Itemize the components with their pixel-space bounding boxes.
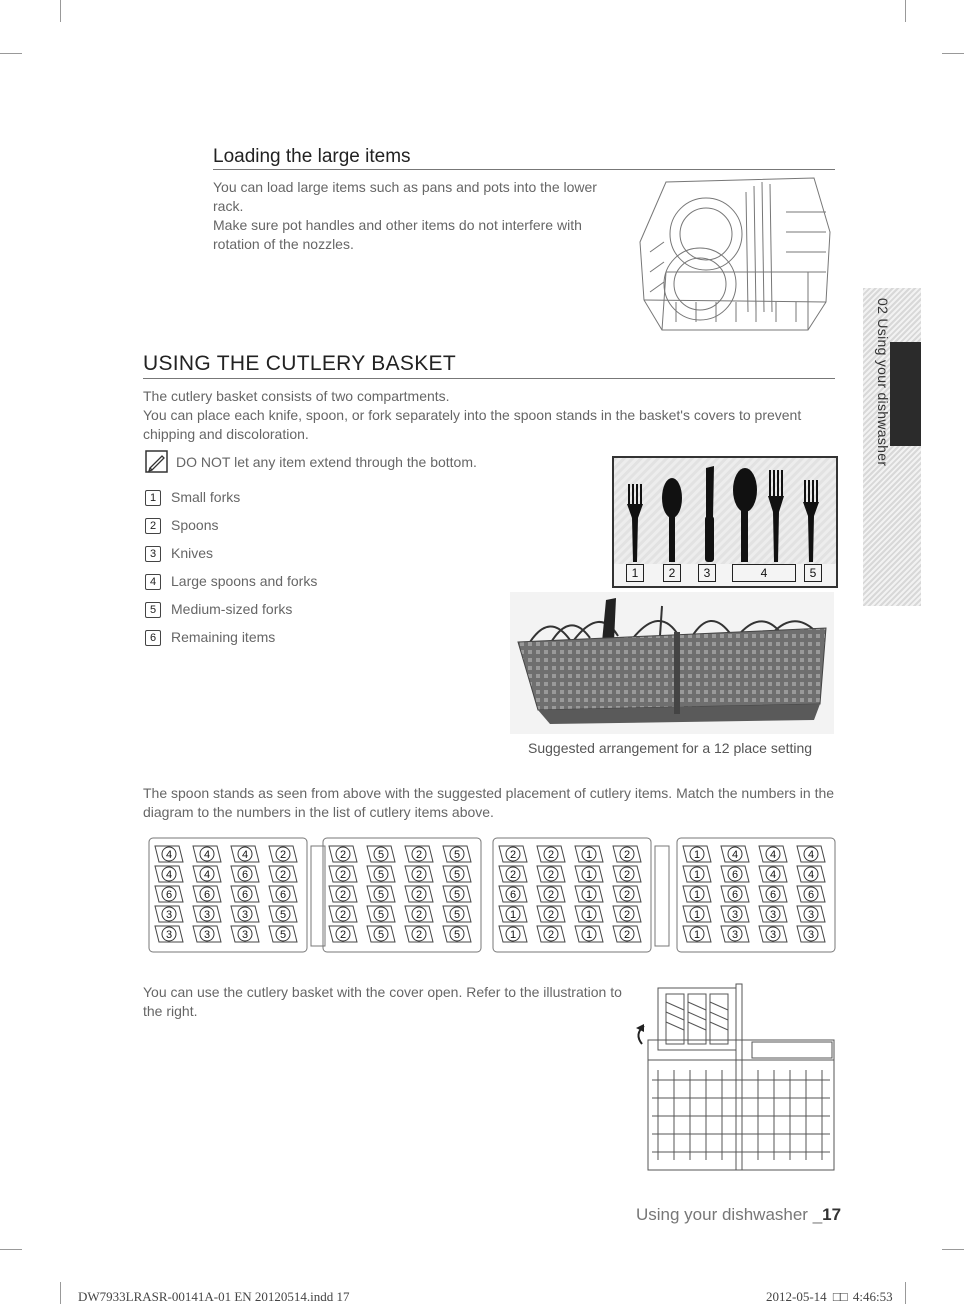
slot-number: 2 (547, 849, 555, 861)
chapter-tab-marker (890, 342, 921, 446)
slot-number: 3 (165, 929, 173, 941)
slot-number: 6 (731, 869, 739, 881)
dish-rack-illustration (636, 172, 834, 334)
list-item (145, 516, 218, 534)
cover-open-text: You can use the cutlery basket with the cover open. Refer to the illustration to the right. (143, 984, 622, 1019)
page-footer (636, 1205, 841, 1225)
basket-drawing (510, 592, 834, 734)
list-label: Spoons (171, 517, 219, 533)
slot-number: 2 (279, 849, 287, 861)
slot-number: 4 (203, 849, 211, 861)
slot-number: 1 (693, 889, 701, 901)
photo-caption: Suggested arrangement for a 12 place setting (528, 740, 813, 756)
slot-number: 2 (339, 849, 347, 861)
chapter-side-tab (863, 288, 921, 606)
list-label: Knives (171, 545, 214, 561)
slot-number: 3 (807, 929, 815, 941)
slot-number: 1 (585, 889, 593, 901)
slot-number: 4 (241, 849, 249, 861)
list-item (145, 628, 275, 646)
slot-number: 2 (339, 889, 347, 901)
print-date: 2012-05-14 (766, 1289, 827, 1304)
footer-section: Using your dishwasher _ (636, 1205, 823, 1224)
print-time: 4:46:53 (852, 1289, 893, 1304)
slot-number: 3 (769, 929, 777, 941)
list-item (145, 572, 317, 590)
slot-number: 2 (415, 929, 423, 941)
crop-mark (905, 1282, 906, 1304)
slot-number: 4 (769, 849, 777, 861)
slot-number: 6 (241, 869, 249, 881)
slot-number: 1 (585, 869, 593, 881)
slot-number: 4 (807, 869, 815, 881)
slot-number: 2 (415, 909, 423, 921)
slot-number: 4 (807, 849, 815, 861)
slot-number: 6 (807, 889, 815, 901)
slot-number: 6 (731, 889, 739, 901)
utensil-label: 5 (804, 564, 822, 582)
slot-number: 3 (807, 909, 815, 921)
slot-number: 1 (693, 869, 701, 881)
list-label: Large spoons and forks (171, 573, 318, 589)
list-label: Remaining items (171, 629, 276, 645)
slot-number: 5 (453, 929, 461, 941)
print-date-info: 2012-05-14 □□ 4:46:53 (766, 1289, 893, 1304)
cutlery-para-1: The cutlery basket consists of two compartments. (143, 388, 450, 404)
slot-number: 3 (203, 909, 211, 921)
slot-number: 4 (165, 869, 173, 881)
cutlery-basket-photo (510, 592, 834, 734)
slot-number: 6 (165, 889, 173, 901)
slot-number: 1 (585, 849, 593, 861)
slot-number: 1 (693, 849, 701, 861)
slot-number: 2 (415, 889, 423, 901)
list-item (145, 488, 240, 506)
open-cover-basket-illustration (622, 980, 836, 1172)
list-number: 1 (145, 490, 161, 506)
list-number: 2 (145, 518, 161, 534)
note-text: DO NOT let any item extend through the bottom. (176, 454, 477, 470)
slot-number: 5 (453, 869, 461, 881)
slot-number: 1 (509, 929, 517, 941)
crop-mark (0, 1249, 22, 1250)
slot-number: 2 (623, 929, 631, 941)
slot-number: 3 (731, 929, 739, 941)
basket-divider (655, 846, 669, 946)
list-label: Medium-sized forks (171, 601, 293, 617)
footer-page-number: 17 (822, 1205, 842, 1224)
slot-number: 3 (769, 909, 777, 921)
slot-number: 1 (585, 929, 593, 941)
slot-number: 2 (279, 869, 287, 881)
list-item (145, 600, 292, 618)
slot-number: 3 (731, 909, 739, 921)
slot-number: 2 (623, 889, 631, 901)
slot-number: 5 (453, 909, 461, 921)
slot-number: 2 (339, 909, 347, 921)
crop-mark (60, 0, 61, 22)
slot-number: 2 (623, 909, 631, 921)
note-icon (145, 450, 169, 474)
slot-number: 5 (279, 909, 287, 921)
utensil-label: 2 (663, 564, 681, 582)
slot-number: 1 (585, 909, 593, 921)
slot-number: 2 (509, 869, 517, 881)
slot-number: 4 (731, 849, 739, 861)
slot-number: 6 (509, 889, 517, 901)
slot-number: 4 (165, 849, 173, 861)
large-items-title: Loading the large items (213, 146, 411, 167)
slot-number: 6 (203, 889, 211, 901)
crop-mark (942, 1249, 964, 1250)
list-number: 6 (145, 630, 161, 646)
slot-number: 5 (377, 909, 385, 921)
slot-number: 5 (377, 889, 385, 901)
slot-number: 2 (415, 869, 423, 881)
spoon-stands-text: The spoon stands as seen from above with the suggested placement of cutlery items. Match the numbers in the diagram to the numbers in the list of cutlery items above. (143, 785, 835, 820)
slot-number: 2 (547, 909, 555, 921)
print-file-info: DW7933LRASR-00141A-01 EN 20120514.indd 17 (78, 1289, 350, 1304)
utensil-label: 1 (626, 564, 644, 582)
slot-number: 6 (241, 889, 249, 901)
slot-number: 1 (693, 929, 701, 941)
slot-number: 5 (279, 929, 287, 941)
title-rule (213, 169, 835, 170)
slot-number: 3 (165, 909, 173, 921)
cutlery-para-2: You can place each knife, spoon, or fork separately into the spoon stands in the basket's covers to prevent chipping and discoloration. (143, 407, 802, 442)
slot-number: 3 (203, 929, 211, 941)
utensils-drawing (614, 458, 836, 586)
slot-number: 5 (377, 929, 385, 941)
slot-number: 2 (623, 849, 631, 861)
slot-number: 2 (415, 849, 423, 861)
slot-number: 2 (509, 849, 517, 861)
large-items-para-1: You can load large items such as pans and pots into the lower rack. (213, 179, 597, 214)
slot-number: 5 (453, 889, 461, 901)
slot-number: 2 (623, 869, 631, 881)
spoon-stands-diagram (143, 832, 837, 956)
list-item (145, 544, 213, 562)
crop-mark (60, 1282, 61, 1304)
utensil-label: 4 (732, 564, 796, 582)
list-label: Small forks (171, 489, 241, 505)
cutlery-section-title: USING THE CUTLERY BASKET (143, 352, 456, 375)
section-rule (143, 378, 835, 379)
slot-number: 5 (377, 869, 385, 881)
crop-mark (0, 53, 22, 54)
slot-number: 4 (769, 869, 777, 881)
utensils-figure (612, 456, 838, 588)
slot-number: 2 (339, 929, 347, 941)
list-number: 5 (145, 602, 161, 618)
list-number: 4 (145, 574, 161, 590)
slot-number: 2 (547, 869, 555, 881)
large-items-para-2: Make sure pot handles and other items do not interfere with rotation of the nozzles. (213, 217, 582, 252)
slot-number: 5 (453, 849, 461, 861)
slot-number: 2 (547, 889, 555, 901)
slot-number: 5 (377, 849, 385, 861)
slot-number: 3 (241, 929, 249, 941)
slot-number: 6 (769, 889, 777, 901)
utensil-label: 3 (698, 564, 716, 582)
slot-number: 1 (693, 909, 701, 921)
slot-number: 6 (279, 889, 287, 901)
slot-number: 3 (241, 909, 249, 921)
slot-number: 1 (509, 909, 517, 921)
list-number: 3 (145, 546, 161, 562)
slot-number: 2 (547, 929, 555, 941)
slot-number: 2 (339, 869, 347, 881)
crop-mark (942, 53, 964, 54)
chapter-tab-label: 02 Using your dishwasher (875, 298, 891, 467)
slot-number: 4 (203, 869, 211, 881)
crop-mark (905, 0, 906, 22)
